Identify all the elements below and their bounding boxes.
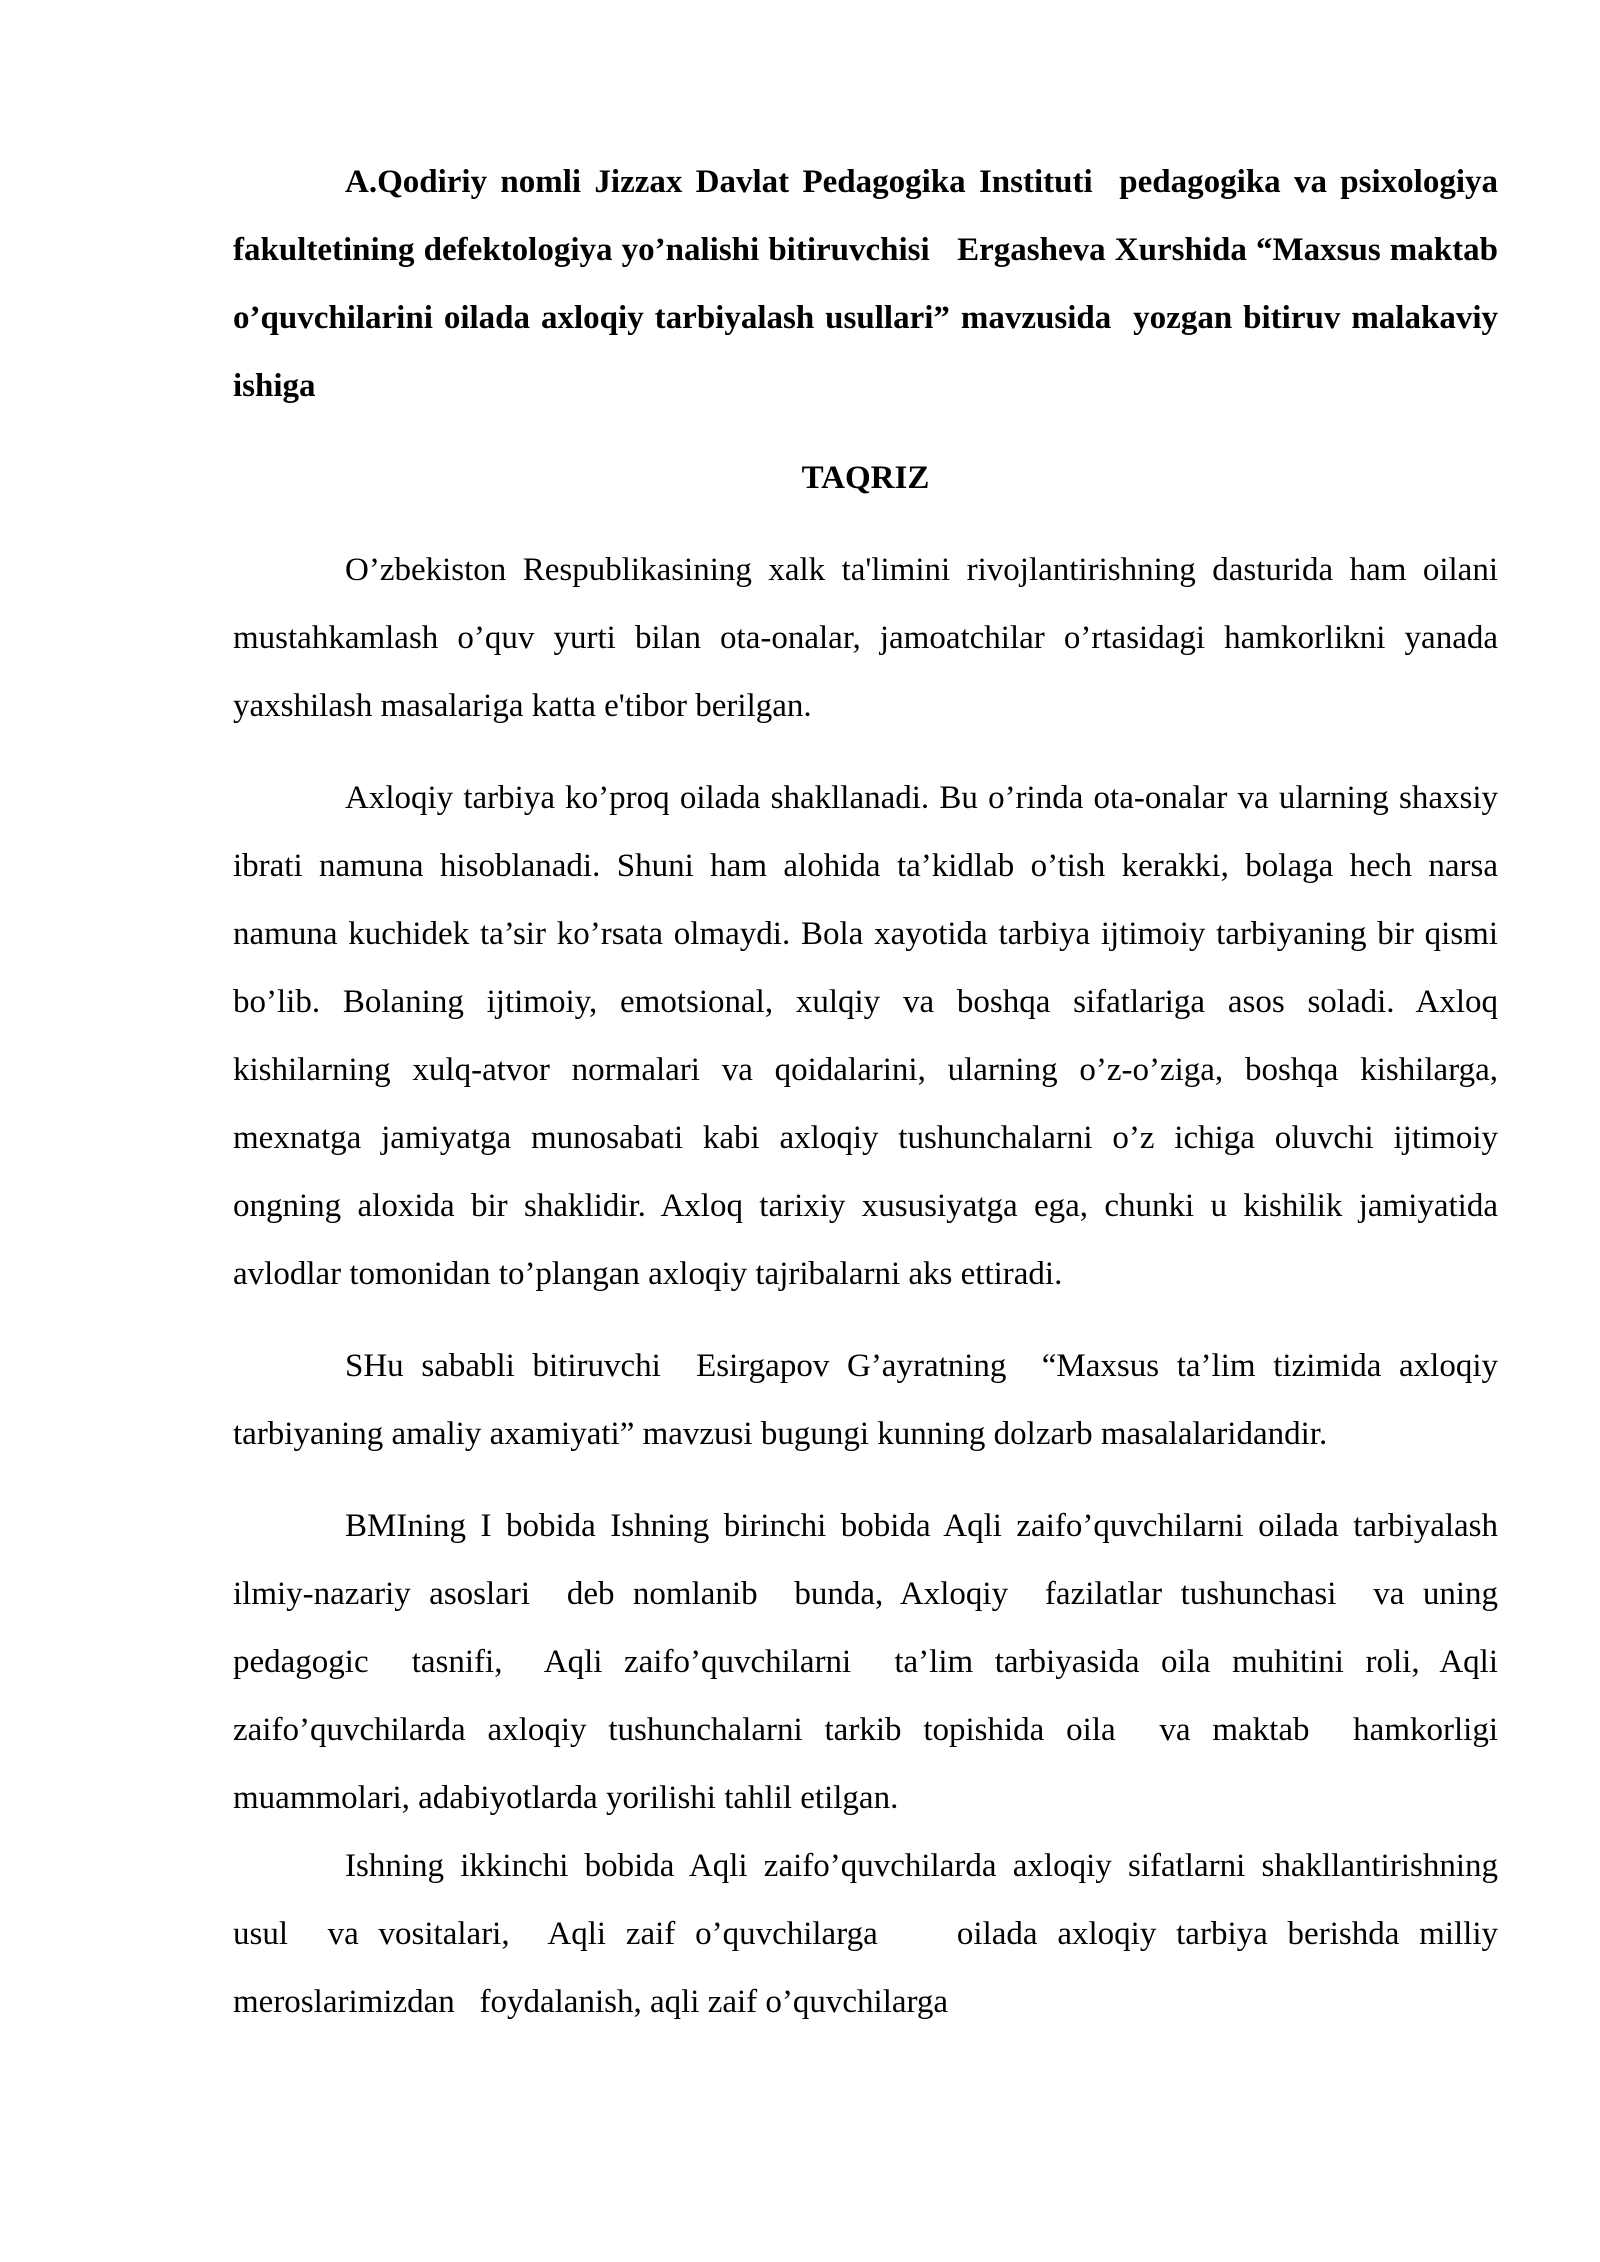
body-paragraph-3: SHu sababli bitiruvchi Esirgapov G’ayratning “Maxsus ta’lim tizimida axloqiy tarbiyaning amaliy axamiyati” mavzusi bugungi kunning dolzarb masalalaridandir. (233, 1348, 1507, 1452)
review-header-paragraph: A.Qodiriy nomli Jizzax Davlat Pedagogika Instituti pedagogika va psixologiya fakultetining defektologiya yo’nalishi bitiruvchisi Ergasheva Xurshida “Maxsus maktab o’quvchilarini oilada axloqiy tarbiyalash usullari” mavzusida yozgan bitiruv malakaviy ishiga (233, 164, 1523, 404)
body-paragraph-2: Axloqiy tarbiya ko’proq oilada shakllanadi. Bu o’rinda ota-onalar va ularning shaxsiy ibrati namuna hisoblanadi. Shuni ham alohida ta’kidlab o’tish kerakki, bolaga hech narsa namuna kuchidek ta’sir ko’rsata olmaydi. Bola xayotida tarbiya ijtimoiy tarbiyaning bir qismi bo’lib. Bolaning ijtimoiy, emotsional, xulqiy va boshqa sifatlariga asos soladi. Axloq kishilarning xulq-atvor normalari va qoidalarini, ularning o’z-o’ziga, boshqa kishilarga, mexnatga jamiyatga munosabati kabi axloqiy tushunchalarni o’z ichiga oluvchi ijtimoiy ongning aloxida bir shaklidir. Axloq tarixiy xususiyatga ega, chunki u kishilik jamiyatida avlodlar tomonidan to’plangan axloqiy tajribalarni aks ettiradi. (233, 780, 1515, 1292)
document-title: TAQRIZ (801, 460, 930, 496)
body-paragraph-1: O’zbekiston Respublikasining xalk ta'limini rivojlantirishning dasturida ham oilani mustahkamlash o’quv yurti bilan ota-onalar, jamoatchilar o’rtasidagi hamkorlikni yanada yaxshilash masalariga katta e'tibor berilgan. (233, 552, 1507, 724)
body-paragraph-5: Ishning ikkinchi bobida Aqli zaifo’quvchilarda axloqiy sifatlarni shakllantirishning usul va vositalari, Aqli zaif o’quvchilarga oilada axloqiy tarbiya berishda milliy meroslarimizdan foydalanish, aqli zaif o’quvchilarga (233, 1848, 1507, 2020)
body-paragraph-4: BMIning I bobida Ishning birinchi bobida Aqli zaifo’quvchilarni oilada tarbiyalash ilmiy-nazariy asoslari deb nomlanib bunda, Axloqiy fazilatlar tushunchasi va uning pedagogic tasnifi, Aqli zaifo’quvchilarni ta’lim tarbiyasida oila muhitini roli, Aqli zaifo’quvchilarda axloqiy tushunchalarni tarkib topishida oila va maktab hamkorligi muammolari, adabiyotlarda yorilishi tahlil etilgan. (233, 1508, 1523, 1816)
